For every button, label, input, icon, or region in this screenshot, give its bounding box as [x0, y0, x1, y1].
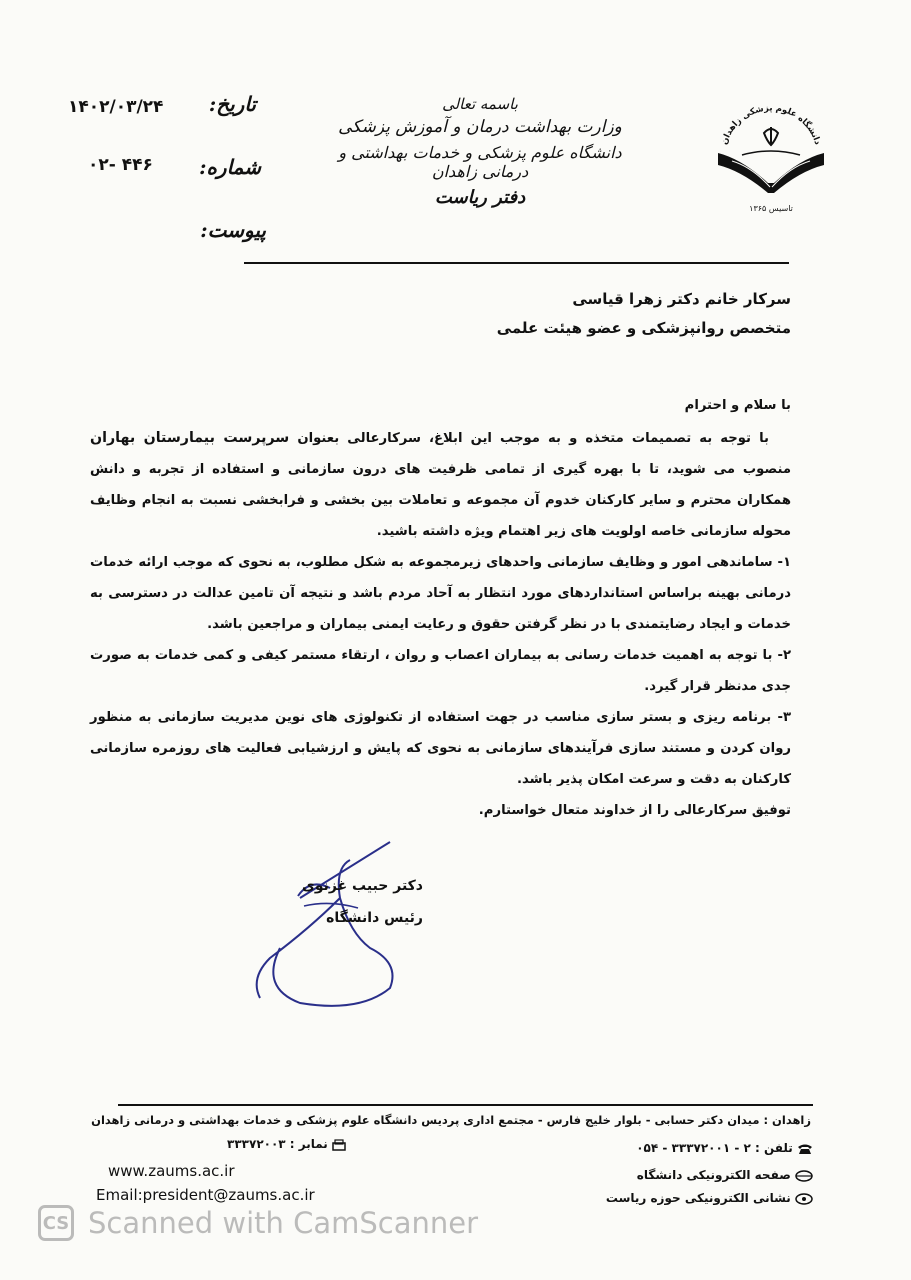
footer-email-label: نشانی الکترونیکی حوزه ریاست	[606, 1191, 813, 1205]
number-label: شماره:	[199, 155, 261, 179]
intro-paragraph	[90, 423, 791, 547]
footer-web-label: صفحه الکترونیکی دانشگاه	[637, 1168, 813, 1182]
footer-fax: نمابر : ۳۳۳۷۲۰۰۳	[227, 1137, 346, 1151]
priority-item-2: ۲- با توجه به اهمیت خدمات رسانی به بیماران اعصاب و روان ، ارتقاء مستمر کیفی و کمی خدمات به صورت جدی مدنظر قرار گیرد.	[90, 648, 791, 694]
number-value: ۰۲- ۴۴۶	[88, 155, 153, 175]
camscanner-badge: CS	[38, 1205, 74, 1241]
phone-icon	[797, 1143, 813, 1155]
signature-block	[302, 878, 423, 942]
fax-icon	[332, 1139, 346, 1151]
university-name: دانشگاه علوم پزشکی و خدمات بهداشتی و درمانی زاهدان	[338, 143, 622, 181]
logo-founded: تاسیس ۱۳۶۵	[749, 204, 793, 213]
priority-item-3: ۳- برنامه ریزی و بستر سازی مناسب در جهت استفاده از تکنولوژی های نوین مدیریت سازمانی به منظور روان کردن و مستند سازی فرآیندهای سازمانی به نحوی که پایش و ارزشیابی فعالیت های روزمره سازمانی کارکنان به دقت و سرعت امکان پذیر باشد.	[90, 710, 791, 787]
ministry-name: وزارت بهداشت درمان و آموزش پزشکی	[338, 117, 622, 137]
date-label: تاریخ:	[208, 92, 256, 116]
camscanner-watermark	[38, 1205, 478, 1241]
attachment-label: پیوست:	[200, 218, 266, 242]
recipient-name: سرکار خانم دکتر زهرا قیاسی	[572, 290, 791, 308]
logo-arc-text: دانشگاه علوم پزشکی زاهدان	[719, 103, 823, 147]
office-name: دفتر ریاست	[434, 187, 526, 208]
letterhead	[330, 95, 630, 208]
header-divider	[244, 262, 789, 264]
footer-phone: تلفن : ۲ - ۳۳۳۷۲۰۰۱ - ۰۵۴	[636, 1141, 813, 1155]
letter-body	[90, 390, 791, 826]
website-link[interactable]: www.zaums.ac.ir	[108, 1162, 235, 1180]
signatory-title: رئیس دانشگاه	[326, 910, 423, 926]
invocation: باسمه تعالی	[442, 95, 518, 113]
footer-divider	[118, 1104, 813, 1106]
date-value: ۱۴۰۲/۰۳/۲۴	[68, 97, 164, 117]
intro-part-2: منصوب می شوید، تا با بهره گیری از تمامی ظرفیت های درون سازمانی و استفاده از تجربه و دانش همکاران محترم و سایر کارکنان خدوم آن مجموعه و تعاملات بین بخشی و فرابخشی نسبت به انجام وظایف محوله سازمانی خاصه اولویت های زیر اهتمام ویژه داشته باشید.	[90, 462, 791, 539]
priority-item-1: ۱- ساماندهی امور و وظایف سازمانی واحدهای زیرمجموعه به شکل مطلوب، به نحوی که موجب ارائه خدمات درمانی بهینه براساس استانداردهای مورد انتظار به آحاد مردم باشد و نتیجه آن تامین عدالت در دسترسی به خدمات و ایجاد رضایتمندی با در نظر گرفتن حقوق و رعایت ایمنی بیماران و مراجعین باشد.	[90, 555, 791, 632]
footer-address: زاهدان : میدان دکتر حسابی - بلوار خلیج فارس - مجتمع اداری پردیس دانشگاه علوم پزشکی و خدمات بهداشتی و درمانی زاهدان	[91, 1113, 811, 1127]
email-link[interactable]: Email:president@zaums.ac.ir	[96, 1186, 315, 1204]
intro-highlight: سرپرست بیمارستان بهاران	[90, 430, 290, 446]
closing-line: توفیق سرکارعالی را از خداوند متعال خواستارم.	[478, 803, 791, 818]
university-logo	[712, 95, 830, 220]
greeting: با سلام و احترام	[684, 398, 791, 413]
signatory-name: دکتر حبیب غزنوی	[302, 878, 423, 894]
email-icon	[795, 1193, 813, 1205]
intro-part-1: با توجه به تصمیمات متخذه و به موجب این ابلاغ، سرکارعالی بعنوان	[289, 431, 770, 446]
globe-icon	[795, 1170, 813, 1182]
recipient-block	[497, 290, 791, 348]
camscanner-text: Scanned with CamScanner	[88, 1206, 479, 1240]
recipient-title: متخصص روانپزشکی و عضو هیئت علمی	[496, 319, 791, 337]
